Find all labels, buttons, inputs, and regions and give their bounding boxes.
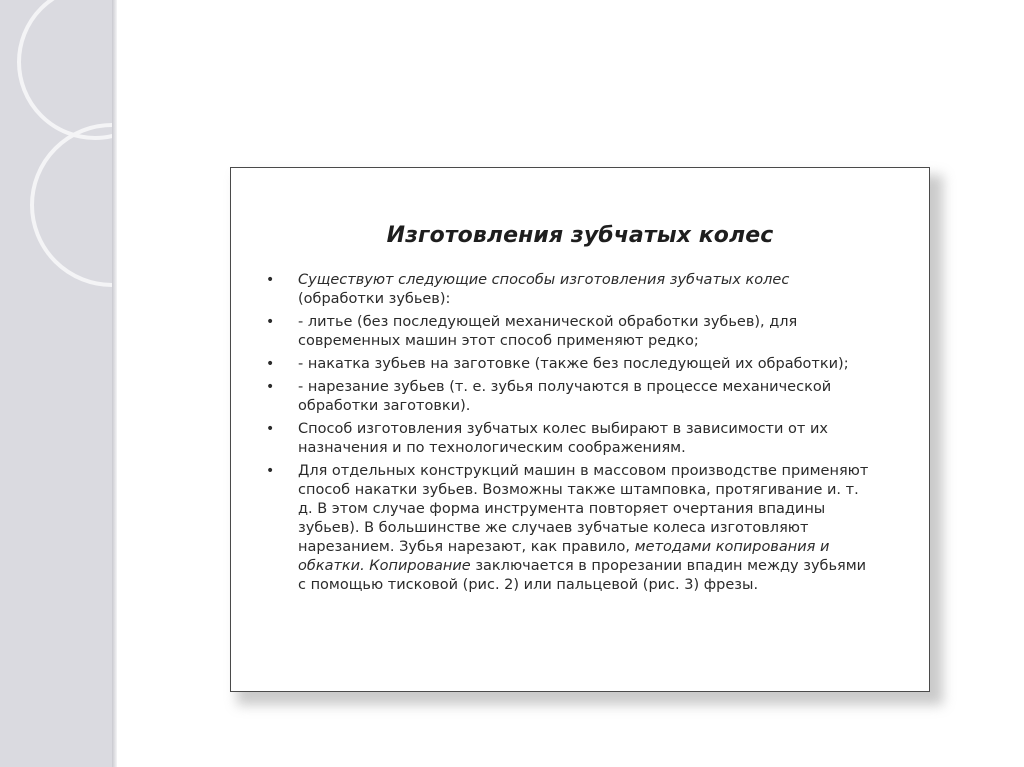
- left-decorative-band: [0, 0, 112, 767]
- bullet-text-segment: Способ изготовления зубчатых колес выбирают в зависимости от их назначения и по технологическим соображениям.: [298, 421, 828, 456]
- bullet-text-segment: - нарезание зубьев (т. е. зубья получаются в процессе механической обработки заготовки).: [298, 379, 832, 414]
- bullet-item: [263, 420, 875, 458]
- bullet-dot-icon: •: [266, 314, 275, 330]
- bullet-dot-icon: •: [266, 272, 275, 288]
- deco-circle-upper: [19, 0, 112, 138]
- bullet-item: [263, 271, 875, 309]
- bullet-dot-icon: •: [266, 421, 275, 437]
- slide-title: Изготовления зубчатых колес: [386, 223, 774, 248]
- bullet-dot-icon: •: [266, 463, 275, 479]
- bullet-text-segment: методами копирования и обкатки. Копирование: [298, 539, 830, 574]
- bullet-item: [263, 355, 875, 374]
- bullet-dot-icon: •: [266, 379, 275, 395]
- bullet-text-segment: Для отдельных конструкций машин в массовом производстве применяют способ накатки зубьев. Возможны также штамповка, протягивание и. т. д. В этом случае форма инструмента повторяет очертания впадины зубьев). В большинстве же случаев зубчатые колеса изготовляют нарезанием. Зубья нарезают, как правило,: [298, 463, 869, 555]
- bullet-text-segment: - накатка зубьев на заготовке (также без последующей их обработки);: [298, 356, 849, 372]
- band-edge-shadow: [112, 0, 117, 767]
- bullet-text-segment: Существуют следующие способы изготовления зубчатых колес: [298, 272, 790, 288]
- bullet-text-segment: - литье (без последующей механической обработки зубьев), для современных машин этот способ применяют редко;: [298, 314, 798, 349]
- content-frame: [230, 167, 930, 692]
- bullet-item: [263, 313, 875, 351]
- bullet-text-segment: заключается в прорезании впадин между зубьями с помощью тисковой (рис. 2) или пальцевой (рис. 3) фрезы.: [298, 558, 867, 593]
- bullet-item: [263, 378, 875, 416]
- bullet-item: [263, 462, 875, 595]
- bullet-dot-icon: •: [266, 356, 275, 372]
- bullet-list: [263, 271, 875, 599]
- deco-circle-lower: [32, 125, 112, 285]
- decorative-circles: [0, 0, 112, 767]
- bullet-text-segment: (обработки зубьев):: [298, 291, 451, 307]
